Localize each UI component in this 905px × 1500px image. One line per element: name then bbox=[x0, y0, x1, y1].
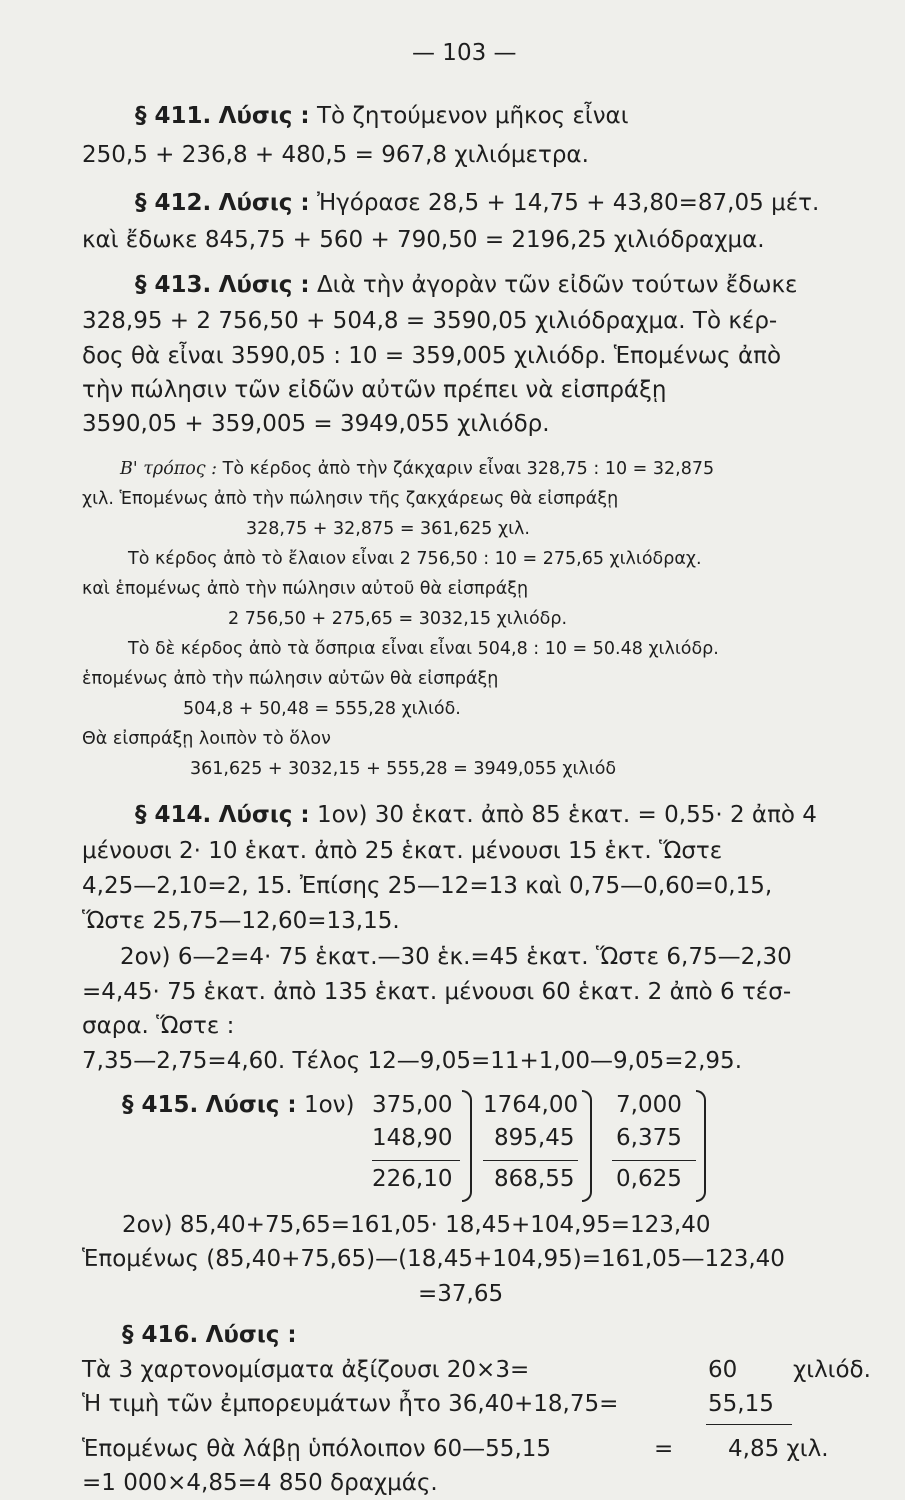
section-415-line-4: =37,65 bbox=[418, 1281, 504, 1307]
section-number: § 415. bbox=[122, 1092, 199, 1118]
section-416-sum-rule bbox=[706, 1424, 792, 1425]
section-413-line-2: 328,95 + 2 756,50 + 504,8 = 3590,05 χιλιόδραχμα. Τὸ κέρ- bbox=[82, 308, 778, 334]
section-number: § 411. bbox=[135, 103, 212, 129]
col1-minuend: 375,00 bbox=[372, 1092, 453, 1118]
section-416-row-2-text: Ἡ τιμὴ τῶν ἐμπορευμάτων ἦτο 36,40+18,75= bbox=[82, 1391, 619, 1417]
page-number: — 103 — bbox=[412, 40, 517, 66]
col1-rule bbox=[372, 1160, 460, 1161]
col2-rule bbox=[483, 1160, 578, 1161]
col2-result: 868,55 bbox=[494, 1166, 575, 1192]
section-413-line-5: 3590,05 + 359,005 = 3949,055 χιλιόδρ. bbox=[82, 411, 550, 437]
section-415-heading bbox=[122, 1094, 354, 1117]
method-b-line-1 bbox=[120, 461, 714, 479]
method-b-line-3: 328,75 + 32,875 = 361,625 χιλ. bbox=[246, 519, 530, 539]
text: Τὸ κέρδος ἀπὸ τὴν ζάκχαριν εἶναι 328,75 : 10 = 32,875 bbox=[222, 459, 715, 479]
section-414-line-5: 2ον) 6—2=4· 75 ἑκατ.—30 ἑκ.=45 ἑκατ. Ὥστε 6,75—2,30 bbox=[120, 944, 792, 970]
section-number: § 412. bbox=[135, 190, 212, 216]
col3-minuend: 7,000 bbox=[616, 1092, 682, 1118]
section-411-line-1 bbox=[135, 105, 628, 128]
col1-result: 226,10 bbox=[372, 1166, 453, 1192]
col2-minuend: 1764,00 bbox=[483, 1092, 579, 1118]
text: Διὰ τὴν ἀγορὰν τῶν εἰδῶν τούτων ἔδωκε bbox=[316, 272, 798, 298]
section-416-row-1-text: Τὰ 3 χαρτονομίσματα ἀξίζουσι 20×3= bbox=[82, 1357, 530, 1383]
section-416-row-1-unit: χιλιόδ. bbox=[793, 1357, 871, 1383]
section-414-line-4: Ὥστε 25,75—12,60=13,15. bbox=[82, 908, 400, 934]
col3-rule bbox=[612, 1160, 696, 1161]
section-414-line-8: 7,35—2,75=4,60. Τέλος 12—9,05=11+1,00—9,05=2,95. bbox=[82, 1048, 743, 1074]
section-412-line-1 bbox=[135, 192, 819, 215]
solution-label: Λύσις : bbox=[218, 190, 310, 216]
section-416-row-2-value: 55,15 bbox=[708, 1391, 774, 1417]
section-number: § 414. bbox=[135, 802, 212, 828]
section-414-line-7: σαρα. Ὥστε : bbox=[82, 1013, 235, 1039]
method-b-line-5: καὶ ἑπομένως ἀπὸ τὴν πώλησιν αὐτοῦ θὰ εἰσπράξῃ bbox=[82, 579, 529, 599]
section-416-row-3-value: 4,85 χιλ. bbox=[728, 1436, 829, 1462]
section-413-line-4: τὴν πώλησιν τῶν εἰδῶν αὐτῶν πρέπει νὰ εἰσπράξῃ bbox=[82, 377, 667, 403]
col2-brace bbox=[582, 1090, 592, 1202]
method-b-line-6: 2 756,50 + 275,65 = 3032,15 χιλιόδρ. bbox=[228, 609, 568, 629]
section-414-line-3: 4,25—2,10=2, 15. Ἐπίσης 25—12=13 καὶ 0,75—0,60=0,15, bbox=[82, 873, 773, 899]
method-b-line-2: χιλ. Ἑπομένως ἀπὸ τὴν πώλησιν τῆς ζακχάρεως θὰ εἰσπράξῃ bbox=[82, 489, 619, 509]
solution-label: Λύσις : bbox=[205, 1322, 297, 1348]
section-414-line-2: μένουσι 2· 10 ἑκατ. ἀπὸ 25 ἑκατ. μένουσι 15 ἑκτ. Ὥστε bbox=[82, 838, 723, 864]
col2-subtrahend: 895,45 bbox=[494, 1125, 575, 1151]
col1-brace bbox=[462, 1090, 472, 1202]
method-b-line-4: Τὸ κέρδος ἀπὸ τὸ ἔλαιον εἶναι 2 756,50 : 10 = 275,65 χιλιόδραχ. bbox=[128, 549, 702, 569]
section-416-row-3-eq: = bbox=[654, 1436, 674, 1462]
col3-brace bbox=[696, 1090, 706, 1202]
section-number: § 416. bbox=[122, 1322, 199, 1348]
part-label: 1ον) bbox=[303, 1092, 355, 1118]
section-413-line-3: δος θὰ εἶναι 3590,05 : 10 = 359,005 χιλιόδρ. Ἑπομένως ἀπὸ bbox=[82, 343, 782, 369]
text: 1ον) 30 ἑκατ. ἀπὸ 85 ἑκατ. = 0,55· 2 ἀπὸ 4 bbox=[316, 802, 817, 828]
section-416-row-1-value: 60 bbox=[708, 1357, 738, 1383]
section-414-line-1 bbox=[135, 804, 817, 827]
section-414-line-6: =4,45· 75 ἑκατ. ἀπὸ 135 ἑκατ. μένουσι 60 ἑκατ. 2 ἀπὸ 6 τέσ- bbox=[82, 979, 792, 1005]
section-415-line-3: Ἑπομένως (85,40+75,65)—(18,45+104,95)=161,05—123,40 bbox=[82, 1246, 785, 1272]
solution-label: Λύσις : bbox=[205, 1092, 297, 1118]
method-b-line-9: 504,8 + 50,48 = 555,28 χιλιόδ. bbox=[183, 699, 461, 719]
text: Ἠγόρασε 28,5 + 14,75 + 43,80=87,05 μέτ. bbox=[316, 190, 820, 216]
text: Τὸ ζητούμενον μῆκος εἶναι bbox=[316, 103, 629, 129]
method-b-line-11: 361,625 + 3032,15 + 555,28 = 3949,055 χιλιόδ bbox=[190, 759, 617, 779]
section-412-line-2: καὶ ἔδωκε 845,75 + 560 + 790,50 = 2196,25 χιλιόδραχμα. bbox=[82, 227, 765, 253]
solution-label: Λύσις : bbox=[218, 802, 310, 828]
solution-label: Λύσις : bbox=[218, 103, 310, 129]
section-411-line-2: 250,5 + 236,8 + 480,5 = 967,8 χιλιόμετρα. bbox=[82, 142, 589, 168]
section-416-heading bbox=[122, 1324, 297, 1347]
section-415-line-2: 2ον) 85,40+75,65=161,05· 18,45+104,95=123,40 bbox=[122, 1212, 711, 1238]
method-label: Β' τρόπος : bbox=[120, 459, 218, 479]
col1-subtrahend: 148,90 bbox=[372, 1125, 453, 1151]
solution-label: Λύσις : bbox=[218, 272, 310, 298]
col3-result: 0,625 bbox=[616, 1166, 682, 1192]
col3-subtrahend: 6,375 bbox=[616, 1125, 682, 1151]
method-b-line-8: ἑπομένως ἀπὸ τὴν πώλησιν αὐτῶν θὰ εἰσπράξῃ bbox=[82, 669, 499, 689]
method-b-line-10: Θὰ εἰσπράξῃ λοιπὸν τὸ ὅλον bbox=[82, 729, 331, 749]
section-number: § 413. bbox=[135, 272, 212, 298]
section-416-row-4: =1 000×4,85=4 850 δραχμάς. bbox=[82, 1470, 438, 1496]
section-413-line-1 bbox=[135, 274, 798, 297]
section-416-row-3-text: Ἑπομένως θὰ λάβῃ ὑπόλοιπον 60—55,15 bbox=[82, 1436, 552, 1462]
method-b-line-7: Τὸ δὲ κέρδος ἀπὸ τὰ ὄσπρια εἶναι εἶναι 504,8 : 10 = 50.48 χιλιόδρ. bbox=[128, 639, 719, 659]
